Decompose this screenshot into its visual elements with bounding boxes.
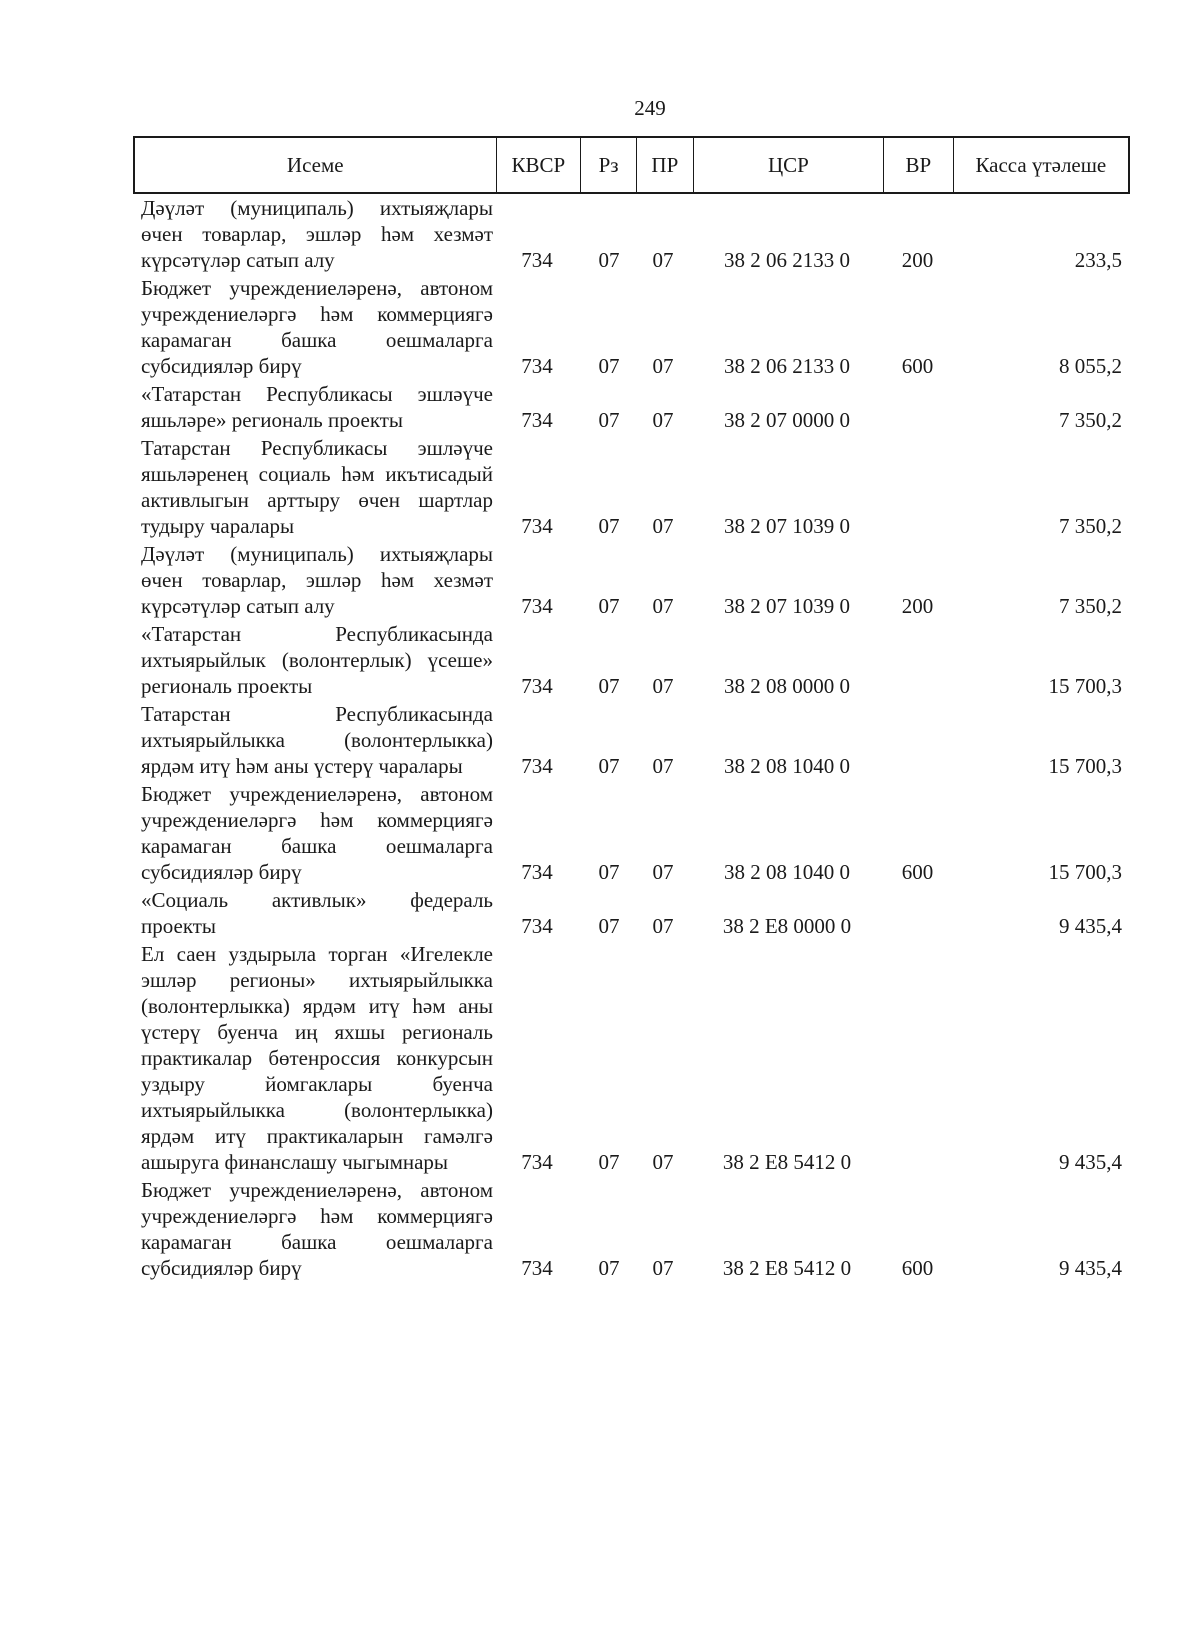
row-csr: 38 2 08 0000 0 <box>724 674 850 698</box>
table-row <box>133 621 1130 699</box>
row-pr: 07 <box>652 408 674 432</box>
row-kvsr: 734 <box>521 914 553 938</box>
row-rz: 07 <box>598 248 620 272</box>
row-pr: 07 <box>652 674 674 698</box>
header-csr: ЦСР <box>694 138 884 192</box>
row-kassa: 15 700,3 <box>1048 674 1122 698</box>
row-rz: 07 <box>598 860 620 884</box>
table-row <box>133 541 1130 619</box>
row-kvsr: 734 <box>521 248 553 272</box>
row-kvsr: 734 <box>521 408 553 432</box>
row-name: Татарстан Республикасы эшләүче яшьләренең социаль һәм икътисадый активлыгын арттыру өчен шартлар тудыру чаралары <box>141 436 493 538</box>
row-csr: 38 2 06 2133 0 <box>724 354 850 378</box>
row-kassa: 9 435,4 <box>1059 914 1122 938</box>
table-row <box>133 781 1130 885</box>
row-name: Дәүләт (муниципаль) ихтыяҗлары өчен товарлар, эшләр һәм хезмәт күрсәтүләр сатып алу <box>141 196 493 272</box>
header-kassa: Касса үтәлеше <box>975 152 1107 177</box>
row-pr: 07 <box>652 754 674 778</box>
table-row <box>133 195 1130 273</box>
row-csr: 38 2 08 1040 0 <box>724 860 850 884</box>
row-kassa: 9 435,4 <box>1059 1256 1122 1280</box>
row-name: «Татарстан Республикасында ихтыярыйлык (волонтерлык) үсеше» региональ проекты <box>141 622 493 698</box>
row-csr: 38 2 E8 5412 0 <box>722 1256 852 1280</box>
row-vr: 200 <box>901 594 934 618</box>
table-row <box>133 941 1130 1175</box>
row-kvsr: 734 <box>521 514 553 538</box>
row-kvsr: 734 <box>521 754 553 778</box>
row-name: Дәүләт (муниципаль) ихтыяҗлары өчен товарлар, эшләр һәм хезмәт күрсәтүләр сатып алу <box>141 542 493 618</box>
row-name: «Социаль активлык» федераль проекты <box>141 888 493 938</box>
row-kassa: 8 055,2 <box>1059 354 1122 378</box>
row-kvsr: 734 <box>521 1150 553 1174</box>
table-row <box>133 275 1130 379</box>
header-vr: ВР <box>884 138 954 192</box>
row-rz: 07 <box>598 754 620 778</box>
header-pr: ПР <box>637 138 694 192</box>
row-rz: 07 <box>598 354 620 378</box>
row-csr: 38 2 06 2133 0 <box>724 248 850 272</box>
header-rz: Рз <box>581 138 637 192</box>
row-vr: 600 <box>901 1256 934 1280</box>
row-kassa: 233,5 <box>1074 248 1122 272</box>
row-rz: 07 <box>598 1150 620 1174</box>
row-name: Бюджет учреждениеләренә, автоном учреждениеләргә һәм коммерциягә карамаган башка оешмаларга субсидияләр бирү <box>141 276 493 378</box>
table-row <box>133 887 1130 939</box>
row-kvsr: 734 <box>521 1256 553 1280</box>
row-csr: 38 2 08 1040 0 <box>724 754 850 778</box>
row-vr: 600 <box>901 860 934 884</box>
row-csr: 38 2 07 0000 0 <box>724 408 850 432</box>
row-name: Бюджет учреждениеләренә, автоном учреждениеләргә һәм коммерциягә карамаган башка оешмаларга субсидияләр бирү <box>141 1178 493 1280</box>
row-name: Татарстан Республикасында ихтыярыйлыкка (волонтерлыкка) ярдәм итү һәм аны үстерү чаралары <box>141 702 493 778</box>
row-kvsr: 734 <box>521 354 553 378</box>
row-name: Бюджет учреждениеләренә, автоном учреждениеләргә һәм коммерциягә карамаган башка оешмаларга субсидияләр бирү <box>141 782 493 884</box>
row-csr: 38 2 07 1039 0 <box>724 594 850 618</box>
row-kassa: 7 350,2 <box>1059 408 1122 432</box>
row-pr: 07 <box>652 914 674 938</box>
row-vr: 600 <box>901 354 934 378</box>
table-header <box>133 136 1130 194</box>
row-csr: 38 2 07 1039 0 <box>724 514 850 538</box>
row-kvsr: 734 <box>521 594 553 618</box>
row-pr: 07 <box>652 860 674 884</box>
row-pr: 07 <box>652 1150 674 1174</box>
row-kassa: 15 700,3 <box>1048 860 1122 884</box>
row-name: «Татарстан Республикасы эшләүче яшьләре» региональ проекты <box>141 382 493 432</box>
row-rz: 07 <box>598 674 620 698</box>
page-number: 249 <box>634 96 666 120</box>
row-kvsr: 734 <box>521 674 553 698</box>
row-rz: 07 <box>598 914 620 938</box>
header-name: Исеме <box>135 138 497 192</box>
row-rz: 07 <box>598 1256 620 1280</box>
table-row <box>133 1177 1130 1281</box>
row-pr: 07 <box>652 248 674 272</box>
table-row <box>133 435 1130 539</box>
row-pr: 07 <box>652 594 674 618</box>
row-rz: 07 <box>598 408 620 432</box>
row-kvsr: 734 <box>521 860 553 884</box>
row-csr: 38 2 E8 5412 0 <box>722 1150 852 1174</box>
table-row <box>133 381 1130 433</box>
row-kassa: 7 350,2 <box>1059 594 1122 618</box>
row-kassa: 15 700,3 <box>1048 754 1122 778</box>
row-kassa: 7 350,2 <box>1059 514 1122 538</box>
row-pr: 07 <box>652 514 674 538</box>
table-body <box>133 195 1130 1283</box>
row-pr: 07 <box>652 354 674 378</box>
row-rz: 07 <box>598 514 620 538</box>
table-row <box>133 701 1130 779</box>
header-kvsr: КВСР <box>497 138 582 192</box>
row-pr: 07 <box>652 1256 674 1280</box>
row-vr: 200 <box>901 248 934 272</box>
row-kassa: 9 435,4 <box>1059 1150 1122 1174</box>
row-csr: 38 2 E8 0000 0 <box>722 914 852 938</box>
row-rz: 07 <box>598 594 620 618</box>
row-name: Ел саен уздырыла торган «Игелекле эшләр регионы» ихтыярыйлыкка (волонтерлыкка) ярдәм итү һәм аны үстерү буенча иң яхшы региональ практикалар бөтенроссия конкурсын уздыру йомгаклары буенча ихтыярыйлыкка (волонтерлыкка) ярдәм итү практикаларын гамәлгә ашыруга финанслашу чыгымнары <box>141 942 493 1174</box>
